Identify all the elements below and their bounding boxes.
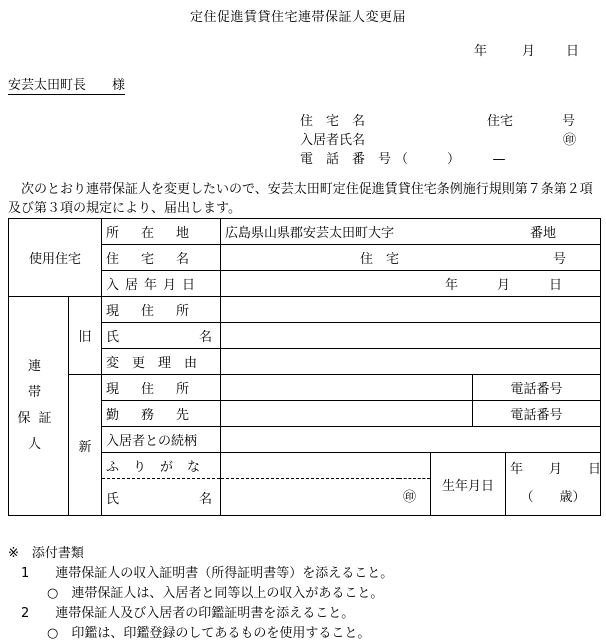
document-title: 定住促進賃貸住宅連帯保証人変更届	[190, 10, 407, 25]
attachment-note: ○ 連帯保証人は、入居者と同等以上の収入があること。	[8, 586, 384, 601]
workplace-label-text: 勤務先	[106, 408, 212, 423]
location-suffix: 番地	[530, 226, 557, 241]
furigana-label-text: ふりがな	[106, 460, 215, 475]
old-address-cell[interactable]	[221, 297, 601, 323]
workplace-phone-label: 電話番号	[473, 401, 601, 427]
row-location	[9, 219, 601, 245]
row-old-address	[9, 297, 601, 323]
house-name: 住 宅	[360, 252, 400, 267]
relation-cell[interactable]	[221, 427, 601, 453]
move-in-label-text: 入居年月日	[106, 278, 202, 293]
birth-value: 年 月 日	[510, 462, 602, 477]
old-address-label	[102, 297, 221, 323]
new-address-phone-label: 電話番号	[473, 375, 601, 401]
applicant-block	[300, 110, 600, 167]
workplace-label	[102, 401, 221, 427]
birth-cell[interactable]	[506, 453, 601, 516]
applicant-phone-label: 電 話 番 号	[300, 152, 392, 167]
applicant-house-no: 号	[562, 114, 576, 129]
seal-icon: ㊞	[403, 489, 417, 505]
new-address-cell[interactable]	[221, 375, 473, 401]
old-name-label-text: 氏名	[106, 330, 293, 345]
furigana-cell[interactable]	[221, 453, 431, 479]
location-value	[225, 222, 596, 241]
workplace-cell[interactable]	[221, 401, 473, 427]
row-new-address	[9, 375, 601, 401]
attachments-heading: ※ 添付書類	[8, 546, 84, 561]
birth-label: 生年月日	[431, 453, 506, 516]
location-prefix: 広島県山県郡安芸太田町大字	[225, 226, 395, 241]
applicant-phone-format: （ ） —	[395, 152, 506, 167]
old-name-label	[102, 323, 293, 349]
seal-icon: ㊞	[563, 133, 577, 148]
addressee: 安芸太田町長 様	[8, 74, 125, 95]
new-address-label-text: 現住所	[106, 382, 212, 397]
applicant-house-suffix: 住宅	[487, 114, 514, 129]
move-in-cell[interactable]	[221, 271, 601, 297]
house-label-text: 住宅名	[106, 252, 212, 267]
move-in-label	[102, 271, 221, 297]
reason-label	[102, 349, 221, 375]
change-form-table	[8, 218, 601, 516]
house-no: 号	[553, 252, 567, 267]
body-text: 次のとおり連帯保証人を変更したいので、安芸太田町定住促進賃貸住宅条例施行規則第７条第２項及び第３項の規定により、届出します。	[8, 182, 593, 216]
attachments	[8, 544, 600, 644]
guarantor-group-text: 連 帯 保証人	[17, 359, 60, 452]
age-value: （ 歳）	[520, 490, 586, 505]
new-name-label-text: 氏名	[106, 491, 293, 507]
location-cell[interactable]	[221, 219, 601, 245]
reason-label-text: 変更理由	[106, 356, 211, 371]
applicant-house-label: 住 宅 名	[300, 114, 366, 129]
new-name-label	[102, 479, 293, 516]
move-in-value: 年 月 日	[445, 278, 563, 293]
house-value	[225, 248, 596, 267]
date-year: 年	[474, 44, 488, 59]
new-label: 新	[69, 375, 102, 516]
old-address-label-text: 現住所	[106, 304, 212, 319]
new-address-label	[102, 375, 221, 401]
residence-group-label: 使用住宅	[9, 219, 102, 297]
old-label: 旧	[69, 297, 102, 375]
house-cell[interactable]	[221, 245, 601, 271]
attachment-item: 2 連帯保証人及び入居者の印鑑証明書を添えること。	[8, 606, 355, 621]
location-label	[102, 219, 221, 245]
attachment-note: ○ 印鑑は、印鑑登録のしてあるものを使用すること。	[8, 626, 371, 641]
reason-cell[interactable]	[221, 349, 601, 375]
furigana-label	[102, 453, 221, 479]
location-label-text: 所在地	[106, 226, 212, 241]
date-month: 月	[522, 44, 536, 59]
guarantor-group-label	[9, 297, 69, 516]
applicant-resident-label: 入居者氏名	[300, 133, 366, 148]
house-label	[102, 245, 221, 271]
attachment-item: 1 連帯保証人の収入証明書（所得証明書等）を添えること。	[8, 566, 394, 581]
date-day: 日	[566, 44, 580, 59]
relation-label: 入居者との続柄	[102, 427, 221, 453]
